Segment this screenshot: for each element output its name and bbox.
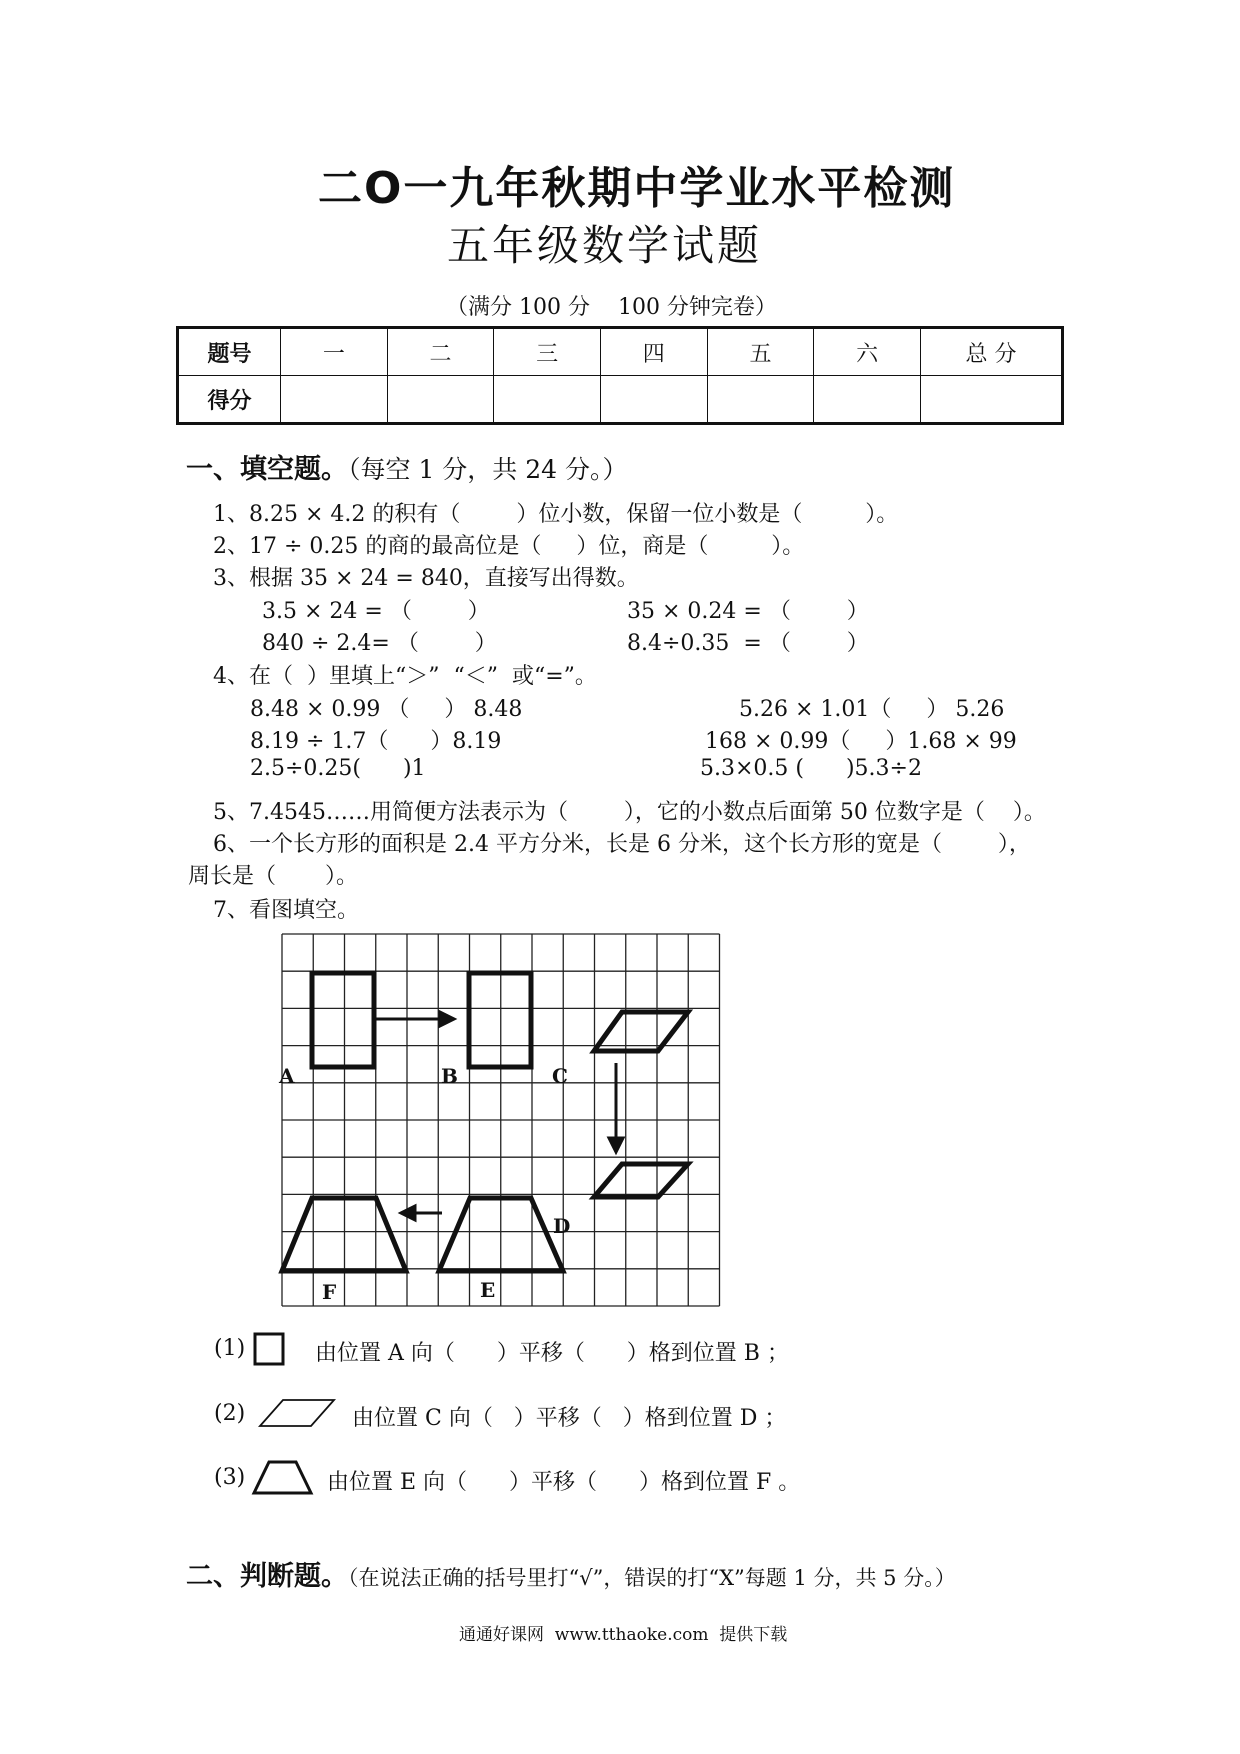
square-shape-b — [469, 973, 531, 1067]
question-7: 7、看图填空。 — [213, 898, 359, 923]
score-table-col: 一 — [281, 328, 388, 376]
trapezoid-icon — [254, 1462, 311, 1493]
score-table-col: 总 分 — [921, 328, 1063, 376]
question-2: 2、17 ÷ 0.25 的商的最高位是（ ）位，商是（ ）。 — [213, 534, 805, 559]
score-table-col: 六 — [814, 328, 921, 376]
question-4f: 5.3×0.5 ( )5.3÷2 — [700, 756, 922, 781]
score-table-row-label: 得分 — [178, 376, 281, 424]
score-table-row-label: 题号 — [178, 328, 281, 376]
grid-label-d: D — [553, 1214, 571, 1238]
question-3d: 8.4÷0.35 = （ ） — [627, 631, 869, 656]
section2-note: （在说法正确的括号里打“√”，错误的打“X”每题 1 分，共 5 分。） — [348, 1566, 956, 1590]
parallelogram-icon — [260, 1400, 334, 1426]
sub-question-2: 由位置 C 向（ ）平移（ ）格到位置 D ； — [352, 1406, 787, 1431]
grid-label-b: B — [441, 1064, 458, 1088]
sub-question-1: 由位置 A 向（ ）平移（ ）格到位置 B ； — [315, 1341, 789, 1366]
square-shape-a — [312, 973, 374, 1067]
section2-heading-line — [186, 1554, 956, 1593]
sub-question-3: 由位置 E 向（ ）平移（ ）格到位置 F 。 — [327, 1470, 801, 1495]
arrow-left-head — [401, 1206, 415, 1220]
section1-heading: 一、填空题。 — [186, 454, 348, 485]
square-icon — [255, 1334, 283, 1364]
sub-question-1-number: (1) — [214, 1336, 246, 1361]
exam-info: （满分 100 分 100 分钟完卷） — [446, 295, 777, 320]
question-3: 3、根据 35 × 24 = 840，直接写出得数。 — [213, 566, 639, 591]
exam-title: 二O一九年秋期中学业水平检测 — [318, 163, 956, 214]
question-4e: 2.5÷0.25( )1 — [250, 756, 426, 781]
question-3c: 840 ÷ 2.4= （ ） — [262, 631, 497, 656]
arrow-down-head — [609, 1138, 623, 1152]
parallelogram-shape-d — [594, 1164, 688, 1197]
score-table-col: 二 — [387, 328, 494, 376]
question-4c: 8.19 ÷ 1.7（ ）8.19 — [250, 729, 502, 754]
arrow-right-head — [440, 1012, 454, 1026]
question-6: 6、一个长方形的面积是 2.4 平方分米，长是 6 分米，这个长方形的宽是（ ）， — [213, 832, 1031, 857]
question-6-continued: 周长是（ ）。 — [188, 864, 358, 889]
grid-lines — [282, 934, 720, 1306]
grid-label-c: C — [552, 1064, 568, 1088]
sub-question-3-number: (3) — [214, 1465, 246, 1490]
question-3b: 35 × 0.24 = （ ） — [627, 599, 869, 624]
score-table-col: 四 — [600, 328, 707, 376]
question-4d: 168 × 0.99（ ）1.68 × 99 — [705, 729, 1017, 754]
exam-subtitle: 五年级数学试题 — [447, 221, 763, 270]
question-5: 5、7.4545……用简便方法表示为（ ），它的小数点后面第 50 位数字是（ ）。 — [213, 800, 1046, 825]
question-4: 4、在（ ）里填上“＞” “＜” 或“=”。 — [213, 664, 597, 689]
sub-question-2-number: (2) — [214, 1401, 246, 1426]
grid-label-e: E — [480, 1278, 496, 1302]
grid-label-a: A — [279, 1064, 295, 1088]
section2-heading: 二、判断题。 — [186, 1561, 348, 1592]
question-4b: 5.26 × 1.01（ ） 5.26 — [739, 697, 1005, 722]
question-1: 1、8.25 × 4.2 的积有（ ）位小数，保留一位小数是（ ）。 — [213, 502, 899, 527]
footer-text: 通通好课网 www.tthaoke.com 提供下载 — [459, 1625, 788, 1645]
grid-label-f: F — [322, 1280, 337, 1304]
question-3a: 3.5 × 24 = （ ） — [262, 599, 490, 624]
question-4a: 8.48 × 0.99 （ ） 8.48 — [250, 697, 523, 722]
score-table-col: 五 — [707, 328, 814, 376]
section1-note: （每空 1 分，共 24 分。） — [348, 455, 628, 484]
score-table-col: 三 — [494, 328, 601, 376]
